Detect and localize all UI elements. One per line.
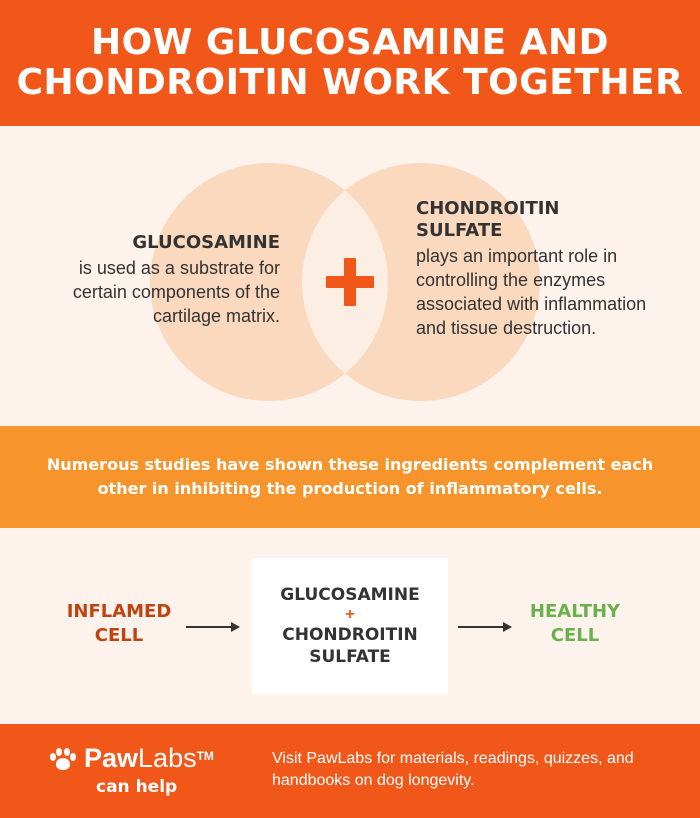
footer-message: Visit PawLabs for materials, readings, quizzes, and handbooks on dog longevity. [272,750,634,789]
venn-section [0,126,700,426]
combo-chondroitin: CHONDROITIN [282,625,418,645]
brand-labs: Labs [138,743,197,773]
page-title-line-2: CHONDROITIN WORK TOGETHER [16,62,684,103]
inflamed-cell-label [54,600,184,648]
brand-name [84,741,214,775]
process-section [0,528,700,724]
combo-glucosamine: GLUCOSAMINE [280,585,420,605]
chondroitin-title: CHONDROITIN SULFATE [416,198,560,241]
chondroitin-body: plays an important role in controlling the enzymes associated with inflammation and tissue destruction. [416,246,647,338]
arrow-right-icon [186,621,240,633]
combo-plus: + [345,606,355,623]
glucosamine-body: is used as a substrate for certain components of the cartilage matrix. [72,258,280,326]
brand-paw: Paw [84,743,139,773]
glucosamine-title: GLUCOSAMINE [132,232,280,253]
brand-tagline: can help [96,777,178,797]
arrow-right-icon [458,621,512,633]
healthy-line-1: HEALTHY [529,601,621,622]
chondroitin-description [416,198,686,340]
plus-icon [326,258,374,306]
combo-sulfate: SULFATE [309,647,391,667]
inflamed-line-1: INFLAMED [66,601,172,622]
trademark: TM [196,749,214,763]
healthy-line-2: CELL [550,625,600,646]
healthy-cell-label [510,600,640,648]
footer [0,724,700,818]
glucosamine-description [20,232,280,328]
studies-text: Numerous studies have shown these ingredients complement each other in inhibiting the production of inflammatory cells. [46,455,654,498]
inflamed-line-2: CELL [94,625,144,646]
paw-icon [48,746,78,774]
studies-banner [0,426,700,528]
header-banner [0,0,700,126]
combination-box [252,558,448,694]
page-title-line-1: HOW GLUCOSAMINE AND [90,22,610,63]
pawlabs-logo[interactable] [44,741,244,801]
